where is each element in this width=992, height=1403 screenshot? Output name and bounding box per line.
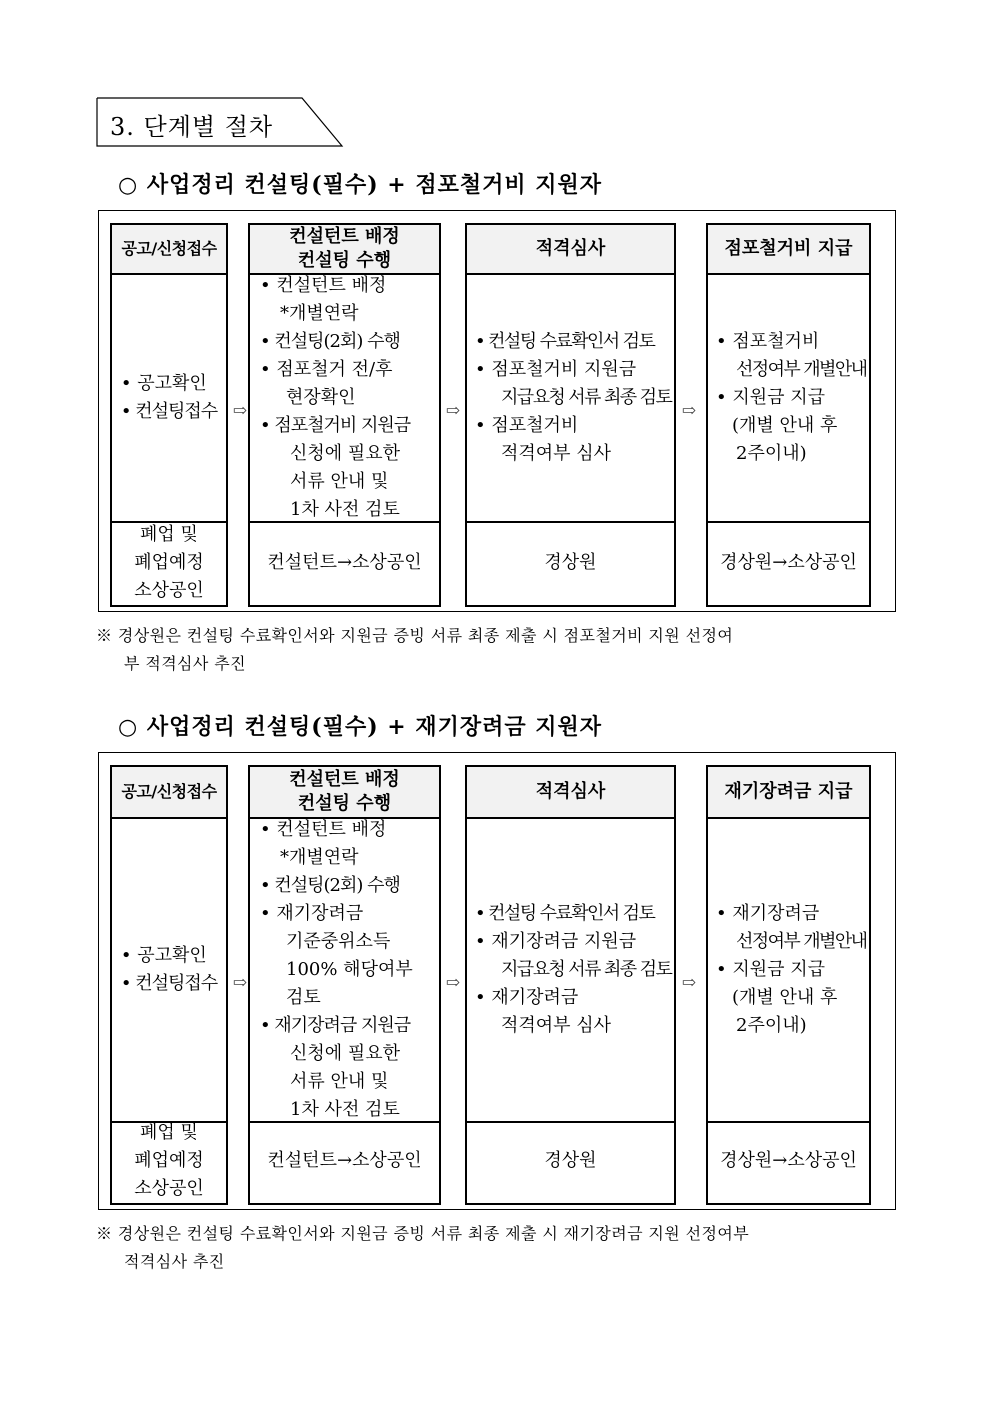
- header-line: 컨설턴트 배정: [289, 769, 400, 790]
- list-item: • 점포철거비 지원금: [260, 412, 410, 440]
- step-body: [112, 275, 226, 523]
- footer-line: 소상공인: [134, 1178, 204, 1199]
- list-item: • 컨설턴트 배정: [260, 272, 410, 300]
- step-payment: [706, 223, 871, 607]
- step-footer: 경상원: [544, 1150, 597, 1171]
- footnote-line: ※ 경상원은 컨설팅 수료확인서와 지원금 증빙 서류 최종 제출 시 점포철거비 지원 선정여: [96, 626, 734, 645]
- step-header: 적격심사: [467, 767, 674, 819]
- step-footer: 컨설턴트→소상공인: [267, 552, 422, 573]
- step-header: 점포철거비 지급: [708, 225, 869, 275]
- step-body: [250, 275, 439, 523]
- list-item: 검토: [286, 987, 321, 1008]
- section-title: 3. 단계별 절차: [110, 113, 274, 141]
- footer-line: 폐업예정: [134, 552, 204, 573]
- step-payment: [706, 765, 871, 1205]
- step-header: 공고/신청접수: [112, 225, 226, 275]
- flow-arrow-icon: ⇨: [232, 401, 248, 421]
- step-apply: [110, 765, 228, 1205]
- step-footer: [112, 1119, 226, 1203]
- list-item: • 재기장려금: [260, 900, 413, 928]
- list-item: 적격여부 심사: [501, 1015, 612, 1036]
- step-consulting: [248, 223, 441, 607]
- step-body: [708, 275, 869, 523]
- flow-arrow-icon: ⇨: [445, 401, 461, 421]
- flow-heading: ○ 사업정리 컨설팅(필수) + 점포철거비 지원자: [118, 172, 603, 198]
- section-tab: [96, 97, 344, 147]
- flow-heading: ○ 사업정리 컨설팅(필수) + 재기장려금 지원자: [118, 714, 603, 740]
- list-item: • 컨설팅 수료확인서 검토: [475, 900, 671, 928]
- header-line: 컨설팅 수행: [297, 250, 392, 271]
- flow-footnote: [96, 1220, 902, 1276]
- list-item: 현장확인: [286, 387, 356, 408]
- list-item: (개별 안내 후: [732, 415, 838, 436]
- list-item: • 컨설팅(2회) 수행: [260, 328, 410, 356]
- footnote-line: 부 적격심사 추진: [124, 654, 246, 673]
- step-items: [260, 816, 413, 1124]
- step-consulting: [248, 765, 441, 1205]
- list-item: 지급요청 서류 최종 검토: [501, 387, 672, 408]
- step-items: [475, 900, 671, 1040]
- list-item: • 재기장려금 지원금: [475, 928, 671, 956]
- step-body: [467, 819, 674, 1123]
- step-items: [121, 942, 217, 998]
- list-item: • 점포철거비: [475, 412, 671, 440]
- list-item: • 점포철거 전/후: [260, 356, 410, 384]
- step-body: [467, 275, 674, 523]
- list-item: • 컨설팅 수료확인서 검토: [475, 328, 671, 356]
- list-item: • 컨설팅(2회) 수행: [260, 872, 413, 900]
- list-item: • 공고확인: [121, 370, 217, 398]
- flow-arrow-icon: ⇨: [681, 401, 697, 421]
- step-footer: 컨설턴트→소상공인: [267, 1150, 422, 1171]
- step-review: [465, 223, 676, 607]
- flow-frame: [98, 752, 896, 1210]
- step-footer: [112, 521, 226, 605]
- step-items: [716, 900, 866, 1040]
- step-body: [708, 819, 869, 1123]
- step-body: [112, 819, 226, 1123]
- list-item: 지급요청 서류 최종 검토: [501, 959, 672, 980]
- list-item: 기준중위소득: [286, 931, 391, 952]
- step-items: [475, 328, 671, 468]
- flow-arrow-icon: ⇨: [445, 973, 461, 993]
- list-item: 적격여부 심사: [501, 443, 612, 464]
- step-items: [121, 370, 217, 426]
- list-item: • 컨설팅접수: [121, 398, 217, 426]
- header-line: 컨설팅 수행: [297, 793, 392, 814]
- step-body: [250, 819, 439, 1123]
- list-item: *개별연락: [280, 847, 359, 868]
- footnote-line: ※ 경상원은 컨설팅 수료확인서와 지원금 증빙 서류 최종 제출 시 재기장려금 지원 선정여부: [96, 1224, 750, 1243]
- step-review: [465, 765, 676, 1205]
- list-item: 선정여부 개별안내: [736, 359, 867, 380]
- step-apply: [110, 223, 228, 607]
- step-header: [250, 767, 439, 819]
- step-header: 재기장려금 지급: [708, 767, 869, 819]
- list-item: (개별 안내 후: [732, 987, 838, 1008]
- list-item: • 점포철거비: [716, 328, 866, 356]
- footer-line: 폐업 및: [140, 524, 198, 545]
- list-item: 신청에 필요한: [290, 1043, 401, 1064]
- step-header: 적격심사: [467, 225, 674, 275]
- header-line: 컨설턴트 배정: [289, 226, 400, 247]
- list-item: • 점포철거비 지원금: [475, 356, 671, 384]
- footer-line: 폐업 및: [140, 1122, 198, 1143]
- list-item: • 지원금 지급: [716, 384, 866, 412]
- list-item: 2주이내): [736, 443, 807, 464]
- footer-line: 폐업예정: [134, 1150, 204, 1171]
- list-item: 서류 안내 및: [290, 1071, 389, 1092]
- step-items: [716, 328, 866, 468]
- list-item: • 재기장려금: [475, 984, 671, 1012]
- footnote-line: 적격심사 추진: [124, 1252, 225, 1271]
- list-item: 신청에 필요한: [290, 443, 401, 464]
- step-header: 공고/신청접수: [112, 767, 226, 819]
- list-item: 서류 안내 및: [290, 471, 389, 492]
- step-items: [260, 272, 410, 524]
- list-item: 100% 해당여부: [286, 959, 413, 980]
- step-footer: 경상원→소상공인: [720, 552, 857, 573]
- step-header: [250, 225, 439, 275]
- list-item: 선정여부 개별안내: [736, 931, 867, 952]
- list-item: • 컨설팅접수: [121, 970, 217, 998]
- list-item: • 컨설턴트 배정: [260, 816, 413, 844]
- step-footer: 경상원→소상공인: [720, 1150, 857, 1171]
- list-item: • 지원금 지급: [716, 956, 866, 984]
- list-item: 1차 사전 검토: [290, 1099, 400, 1120]
- flow-footnote: [96, 622, 902, 678]
- list-item: *개별연락: [280, 303, 359, 324]
- footer-line: 소상공인: [134, 580, 204, 601]
- list-item: • 공고확인: [121, 942, 217, 970]
- list-item: 2주이내): [736, 1015, 807, 1036]
- list-item: • 재기장려금: [716, 900, 866, 928]
- flow-arrow-icon: ⇨: [681, 973, 697, 993]
- flow-arrow-icon: ⇨: [232, 973, 248, 993]
- list-item: 1차 사전 검토: [290, 499, 400, 520]
- flow-frame: [98, 210, 896, 612]
- step-footer: 경상원: [544, 552, 597, 573]
- list-item: • 재기장려금 지원금: [260, 1012, 413, 1040]
